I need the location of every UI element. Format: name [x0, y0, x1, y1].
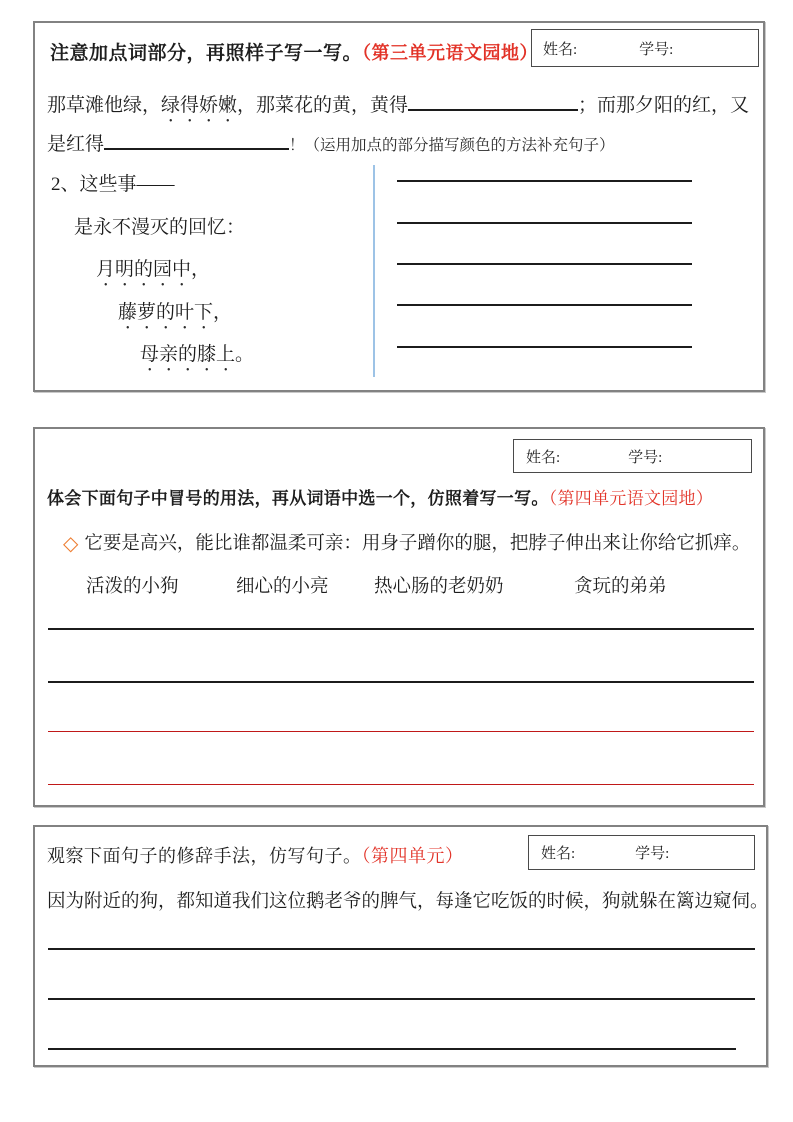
example-text: 它要是高兴，能比谁都温柔可亲：用身子蹭你的腿，把脖子伸出来让你给它抓痒。: [84, 534, 751, 554]
poem-line-4: 藤萝的叶下，: [118, 302, 233, 323]
student-id-label: 学号:: [635, 846, 670, 862]
exercise-title-text: 体会下面句子中冒号的用法，再从词语中选一个，仿照着写一写。: [47, 489, 549, 508]
answer-line[interactable]: [48, 731, 754, 732]
sentence-text: 那草滩他绿，: [47, 95, 162, 116]
name-label: 姓名:: [543, 41, 578, 58]
sentence-text: 是红得: [47, 134, 105, 155]
sentence-text: ；而那夕阳的红，又: [578, 95, 750, 116]
name-id-box: [531, 29, 759, 67]
method-note: ！（运用加点的部分描写颜色的方法补充句子）: [289, 137, 615, 154]
poem-line-3: 月明的园中，: [96, 259, 211, 280]
exercise-title-text: 观察下面句子的修辞手法，仿写句子。: [47, 846, 362, 866]
answer-line[interactable]: [397, 263, 692, 265]
sentence-text: ，那菜花的黄，黄得: [237, 95, 409, 116]
emphasized-text: 绿得娇嫩: [161, 95, 238, 116]
emphasized-text: 藤萝的叶下: [118, 302, 214, 323]
exercise-title: [47, 842, 464, 868]
name-id-box: [528, 835, 755, 870]
diamond-icon: ◇: [63, 533, 79, 555]
exercise-box-unit4-rhetoric: [33, 825, 768, 1067]
word-option-3: 热心肠的老奶奶: [374, 577, 504, 597]
student-id-value-field[interactable]: [662, 447, 712, 465]
emphasized-text: 母亲的膝上: [140, 344, 236, 365]
answer-line[interactable]: [48, 998, 755, 1000]
student-id-value-field[interactable]: [669, 844, 719, 862]
word-option-4: 贪玩的弟弟: [574, 577, 667, 597]
model-sentence: 因为附近的狗，都知道我们这位鹅老爷的脾气，每逢它吃饭的时候，狗就躲在篱边窥伺。: [47, 892, 769, 912]
poem-line-2: 是永不漫灭的回忆：: [74, 217, 246, 238]
emphasized-text: 月明的园中: [96, 259, 192, 280]
fill-sentence-2: [47, 129, 615, 156]
exercise-title: [50, 38, 538, 65]
poem-line-5: 母亲的膝上。: [140, 344, 255, 365]
answer-line[interactable]: [48, 681, 754, 683]
student-id-label: 学号:: [639, 41, 674, 58]
exercise-unit-note: （第四单元）: [361, 846, 464, 866]
example-sentence: [63, 529, 750, 556]
answer-line[interactable]: [48, 1048, 736, 1050]
word-option-2: 细心的小亮: [236, 577, 329, 597]
poem-answer-divider: [373, 165, 375, 377]
answer-line[interactable]: [397, 180, 692, 182]
name-value-field[interactable]: [560, 447, 628, 465]
student-id-value-field[interactable]: [673, 39, 723, 57]
answer-line[interactable]: [397, 346, 692, 348]
fill-sentence-1: [47, 90, 749, 127]
exercise-box-unit3: [33, 21, 765, 392]
answer-line[interactable]: [48, 948, 755, 950]
name-id-box: [513, 439, 752, 473]
fill-blank-1[interactable]: [408, 94, 578, 111]
exercise-title-text: 注意加点词部分，再照样子写一写。: [50, 43, 363, 64]
name-label: 姓名:: [526, 449, 561, 466]
student-id-label: 学号:: [628, 449, 663, 466]
word-option-1: 活泼的小狗: [86, 577, 179, 597]
answer-line[interactable]: [397, 222, 692, 224]
name-value-field[interactable]: [577, 39, 639, 57]
name-label: 姓名:: [541, 846, 576, 862]
answer-line[interactable]: [48, 784, 754, 785]
answer-line[interactable]: [397, 304, 692, 306]
exercise-title: [47, 484, 713, 509]
exercise-box-unit4-colon: [33, 427, 765, 807]
exercise-unit-note: （第三单元语文园地）: [362, 43, 539, 63]
poem-line-1: 2、这些事——: [51, 174, 175, 195]
answer-line[interactable]: [48, 628, 754, 630]
exercise-unit-note: （第四单元语文园地）: [548, 489, 714, 508]
name-value-field[interactable]: [575, 844, 635, 862]
fill-blank-2[interactable]: [104, 133, 289, 150]
